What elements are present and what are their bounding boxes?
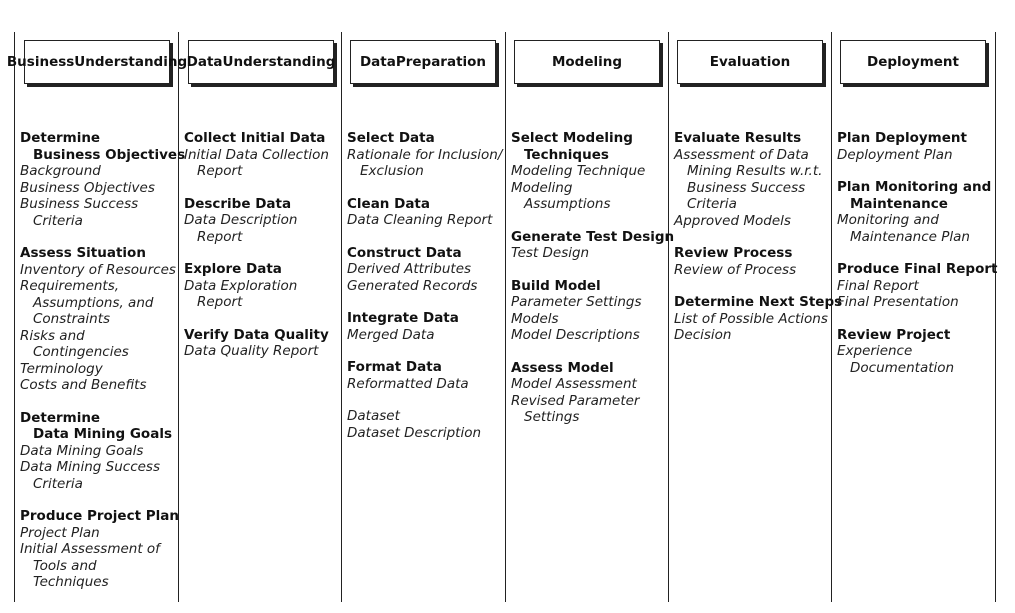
task-output: Tools and [33,557,97,574]
task-title: Describe Data [184,195,292,212]
phase-header [188,40,334,84]
task-title: Determine [20,409,101,426]
task-title: Business Objectives [33,146,186,163]
task-output: Dataset Description [347,424,482,441]
phase-header-line: Deployment [866,54,959,70]
phase-header [6,40,188,84]
task-output: Assessment of Data [674,146,809,163]
task-title: Verify Data Quality [184,326,329,343]
phase-tasks [184,130,329,360]
phase-header-line: Data [186,54,223,70]
task-output: Approved Models [674,212,791,229]
task-title: Data Mining Goals [33,426,172,442]
task-output: Parameter Settings [511,294,642,310]
task-output: Experience [837,343,913,359]
phase-header [677,40,823,84]
task-title: Construct Data [347,244,462,261]
task-output: Inventory of Resources [20,261,176,278]
task-title: Review Process [674,245,793,261]
task-output: Report [197,294,243,310]
task-title: Select Data [347,130,435,146]
task-title: Build Model [511,277,601,294]
task-output: Report [197,228,243,245]
task-output: Criteria [33,212,83,229]
task-output: Business Success [687,179,806,196]
task-title: Assess Situation [20,245,146,261]
task-output: Model Descriptions [511,327,640,343]
task-title: Plan Deployment [837,130,967,146]
phase-tasks [20,130,185,591]
task-output: Model Assessment [511,376,637,392]
column-divider [505,32,506,602]
phase-tasks [347,130,502,441]
task-output: Initial Data Collection [184,146,329,163]
task-title: Techniques [524,146,609,163]
phase-header [514,40,660,84]
phase-header [350,40,496,84]
phase-tasks [674,130,842,344]
task-output: List of Possible Actions [674,310,828,327]
phase-header-line: Modeling [551,54,623,70]
task-title: Collect Initial Data [184,130,326,146]
phase-header-line: Business [6,54,75,70]
task-output: Deployment Plan [837,146,953,163]
phase-header-line: Evaluation [709,54,791,70]
task-title: Produce Final Report [837,261,998,277]
task-title: Generate Test Design [511,228,675,245]
task-title: Format Data [347,359,442,375]
task-title: Produce Project Plan [20,508,179,524]
task-title: Explore Data [184,261,282,277]
column-divider [14,32,15,602]
task-title: Determine Next Steps [674,294,843,310]
task-output: Models [511,310,559,327]
task-output: Initial Assessment of [20,541,160,557]
task-output: Business Success [20,196,139,212]
phase-header-line: Understanding [222,54,336,70]
task-output: Data Quality Report [184,343,319,359]
task-output: Risks and [20,327,85,344]
task-output: Criteria [33,475,83,492]
task-title: Integrate Data [347,310,459,326]
task-output: Rationale for Inclusion/ [347,146,503,163]
phase-header-line: Understanding [74,54,188,70]
phase-header-line: Preparation [395,54,487,70]
task-output: Maintenance Plan [850,228,970,245]
task-output: Data Cleaning Report [347,212,493,228]
phase-header-line: Data [359,54,396,70]
task-title: Evaluate Results [674,130,802,146]
task-output: Settings [524,409,580,425]
task-output: Assumptions [524,196,611,212]
task-output: Final Presentation [837,294,959,310]
task-output: Dataset [347,408,400,424]
task-output: Costs and Benefits [20,377,147,393]
task-title: Select Modeling [511,130,633,146]
task-title: Review Project [837,326,951,343]
task-output: Derived Attributes [347,261,472,277]
phase-tasks [837,130,997,376]
task-output: Reformatted Data [347,375,469,392]
task-output: Modeling [511,179,573,196]
task-output: Constraints [33,311,111,327]
task-output: Contingencies [33,344,129,360]
task-output: Data Exploration [184,277,298,294]
task-output: Documentation [850,359,955,376]
task-output: Assumptions, and [33,294,154,311]
task-output: Criteria [687,196,737,212]
task-output: Exclusion [360,163,424,179]
task-output: Monitoring and [837,212,939,228]
task-output: Report [197,163,243,179]
column-divider [341,32,342,602]
task-output: Background [20,163,101,179]
task-output: Data Description [184,212,298,228]
task-output: Business Objectives [20,179,155,196]
task-output: Techniques [33,574,109,590]
task-title: Plan Monitoring and [837,179,992,195]
task-output: Modeling Technique [511,163,646,179]
task-title: Determine [20,130,101,146]
task-output: Review of Process [674,261,797,278]
task-output: Data Mining Goals [20,442,144,459]
task-output: Merged Data [347,326,435,343]
task-output: Final Report [837,277,919,294]
task-output: Requirements, [20,278,120,294]
task-output: Revised Parameter [511,392,640,409]
task-output: Mining Results w.r.t. [687,163,823,179]
phase-header [840,40,986,84]
task-output: Data Mining Success [20,459,160,475]
task-output: Project Plan [20,524,100,541]
task-title: Clean Data [347,195,430,212]
task-output: Test Design [511,245,590,261]
phase-tasks [511,130,674,426]
task-title: Maintenance [850,195,948,212]
task-output: Decision [674,327,732,343]
task-title: Assess Model [511,359,614,376]
task-output: Generated Records [347,277,478,294]
task-output: Terminology [20,360,103,377]
